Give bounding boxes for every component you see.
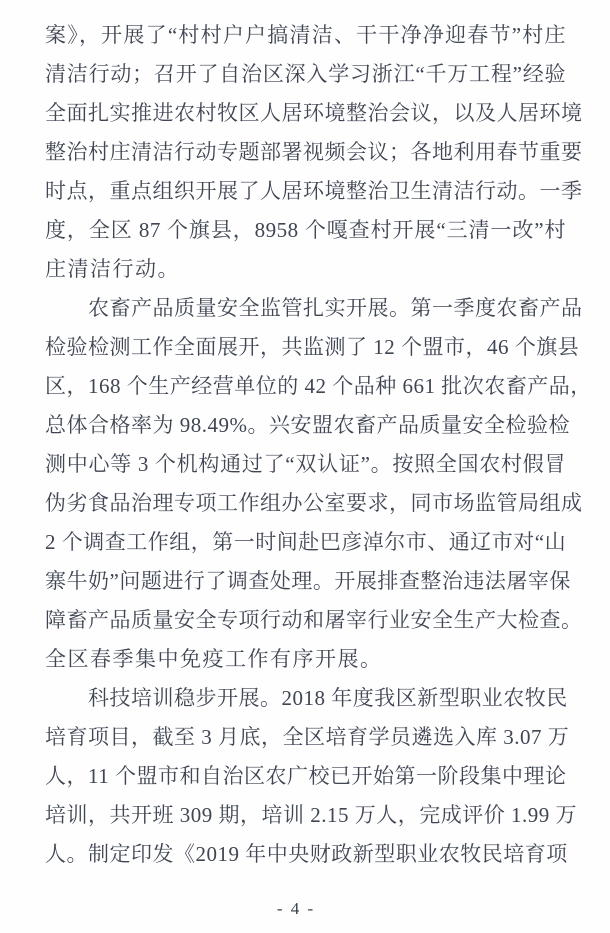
text-line: 区，168 个生产经营单位的 42 个品种 661 批次农畜产品，: [45, 374, 592, 398]
text-line: 2 个调查工作组，第一时间赴巴彦淖尔市、通辽市对“山: [45, 530, 567, 554]
text-line: 人，11 个盟市和自治区农广校已开始第一阶段集中理论: [45, 764, 567, 788]
text-line: 科技培训稳步开展。2018 年度我区新型职业农牧民: [88, 686, 568, 710]
page-number: - 4 -: [276, 899, 316, 918]
text-line: 总体合格率为 98.49%。兴安盟农畜产品质量安全检验检: [45, 413, 570, 437]
text-line: 度，全区 87 个旗县，8958 个嘎查村开展“三清一改”村: [45, 218, 566, 242]
text-line: 培育项目，截至 3 月底，全区培育学员遴选入库 3.07 万: [45, 725, 570, 749]
text-line: 清洁行动；召开了自治区深入学习浙江“千万工程”经验: [45, 62, 566, 86]
text-line: 培训，共开班 309 期，培训 2.15 万人，完成评价 1.99 万: [45, 803, 577, 827]
text-line: 障畜产品质量安全专项行动和屠宰行业安全生产大检查。: [45, 608, 583, 632]
text-line: 整治村庄清洁行动专题部署视频会议；各地利用春节重要: [45, 140, 583, 164]
text-line: 寨牛奶”问题进行了调查处理。开展排查整治违法屠宰保: [45, 569, 571, 593]
text-line: 庄清洁行动。: [45, 257, 180, 281]
text-line: 案》，开展了“村村户户搞清洁、干干净净迎春节”村庄: [45, 23, 566, 47]
text-line: 时点，重点组织开展了人居环境整治卫生清洁行动。一季: [45, 179, 583, 203]
text-line: 全面扎实推进农村牧区人居环境整治会议，以及人居环境: [45, 101, 583, 125]
text-line: 全区春季集中免疫工作有序开展。: [45, 647, 383, 671]
text-line: 测中心等 3 个机构通过了“双认证”。按照全国农村假冒: [45, 452, 566, 476]
text-line: 人。制定印发《2019 年中央财政新型职业农牧民培育项: [45, 842, 568, 866]
text-line: 农畜产品质量安全监管扎实开展。第一季度农畜产品: [88, 296, 583, 320]
text-line: 检验检测工作全面展开，共监测了 12 个盟市，46 个旗县: [45, 335, 580, 359]
document-body: [45, 16, 592, 874]
text-line: 伪劣食品治理专项工作组办公室要求，同市场监管局组成: [45, 491, 583, 515]
